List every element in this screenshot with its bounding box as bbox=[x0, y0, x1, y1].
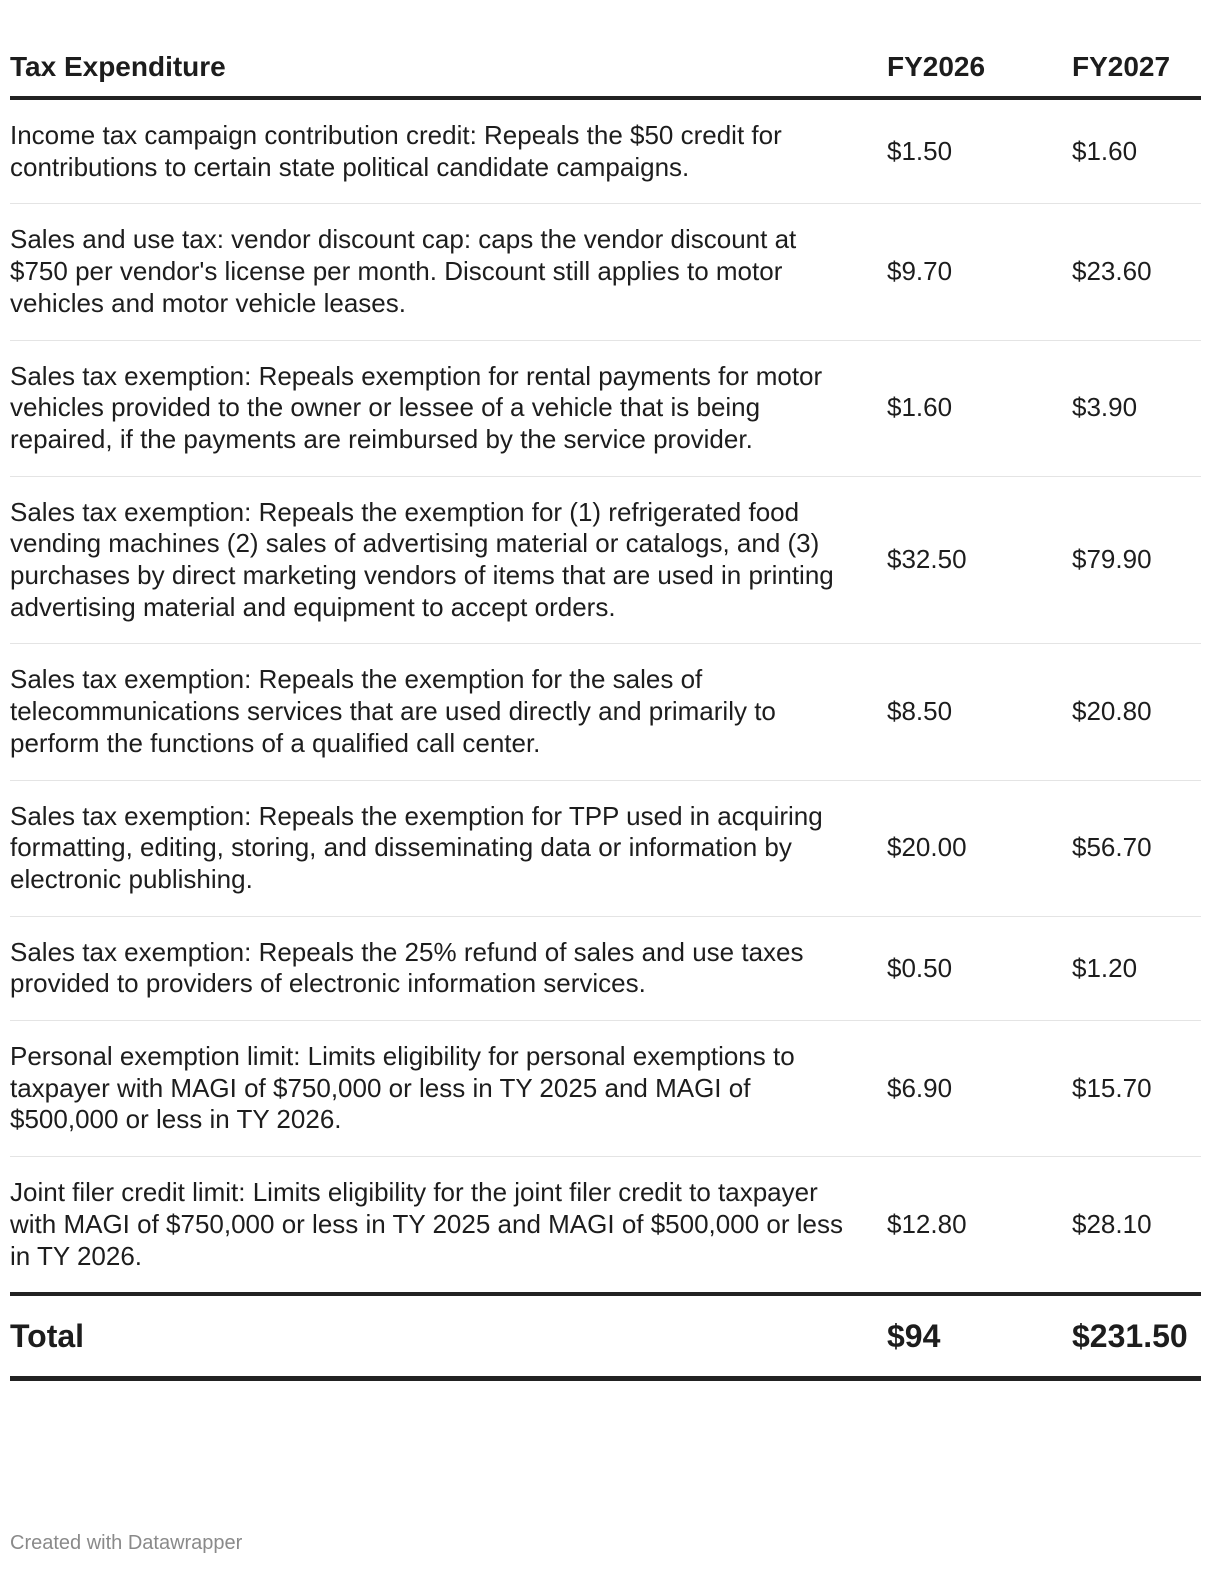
column-header-fy2027: FY2027 bbox=[1072, 38, 1201, 98]
cell-fy2027: $20.80 bbox=[1072, 644, 1201, 780]
table-header-row bbox=[10, 38, 1201, 98]
cell-fy2026: $0.50 bbox=[887, 916, 1072, 1020]
cell-fy2026: $6.90 bbox=[887, 1021, 1072, 1157]
cell-fy2027: $79.90 bbox=[1072, 476, 1201, 644]
total-label: Total bbox=[10, 1294, 887, 1379]
cell-fy2027: $1.20 bbox=[1072, 916, 1201, 1020]
cell-description: Sales tax exemption: Repeals the exemption for (1) refrigerated food vending machines (2) sales of advertising material or catalogs, and (3) purchases by direct marketing vendors of items that are used in printing advertising material and equipment to accept orders. bbox=[10, 476, 887, 644]
cell-fy2027: $3.90 bbox=[1072, 340, 1201, 476]
cell-description: Sales tax exemption: Repeals the exemption for the sales of telecommunications services that are used directly and primarily to perform the functions of a qualified call center. bbox=[10, 644, 887, 780]
table-row bbox=[10, 1021, 1201, 1157]
cell-fy2026: $8.50 bbox=[887, 644, 1072, 780]
total-row bbox=[10, 1294, 1201, 1379]
datawrapper-credit: Created with Datawrapper bbox=[10, 1532, 243, 1554]
total-fy2027: $231.50 bbox=[1072, 1294, 1201, 1379]
cell-fy2026: $1.60 bbox=[887, 340, 1072, 476]
cell-fy2026: $12.80 bbox=[887, 1157, 1072, 1295]
cell-description: Sales and use tax: vendor discount cap: caps the vendor discount at $750 per vendor's license per month. Discount still applies to motor vehicles and motor vehicle leases. bbox=[10, 204, 887, 340]
table-row bbox=[10, 98, 1201, 204]
cell-description: Income tax campaign contribution credit: Repeals the $50 credit for contributions to certain state political candidate campaigns. bbox=[10, 98, 887, 204]
cell-fy2027: $15.70 bbox=[1072, 1021, 1201, 1157]
table-row bbox=[10, 476, 1201, 644]
cell-description: Joint filer credit limit: Limits eligibility for the joint filer credit to taxpayer with MAGI of $750,000 or less in TY 2025 and MAGI of $500,000 or less in TY 2026. bbox=[10, 1157, 887, 1295]
cell-fy2026: $9.70 bbox=[887, 204, 1072, 340]
table-row bbox=[10, 204, 1201, 340]
cell-fy2026: $32.50 bbox=[887, 476, 1072, 644]
cell-description: Sales tax exemption: Repeals the 25% refund of sales and use taxes provided to providers of electronic information services. bbox=[10, 916, 887, 1020]
table-row bbox=[10, 644, 1201, 780]
table-row bbox=[10, 340, 1201, 476]
cell-description: Sales tax exemption: Repeals exemption for rental payments for motor vehicles provided to the owner or lessee of a vehicle that is being repaired, if the payments are reimbursed by the service provider. bbox=[10, 340, 887, 476]
column-header-fy2026: FY2026 bbox=[887, 38, 1072, 98]
cell-fy2026: $20.00 bbox=[887, 780, 1072, 916]
cell-description: Personal exemption limit: Limits eligibility for personal exemptions to taxpayer with MAGI of $750,000 or less in TY 2025 and MAGI of $500,000 or less in TY 2026. bbox=[10, 1021, 887, 1157]
cell-fy2027: $56.70 bbox=[1072, 780, 1201, 916]
cell-fy2027: $28.10 bbox=[1072, 1157, 1201, 1295]
cell-fy2027: $23.60 bbox=[1072, 204, 1201, 340]
cell-fy2026: $1.50 bbox=[887, 98, 1072, 204]
tax-expenditure-table bbox=[10, 38, 1201, 1381]
cell-fy2027: $1.60 bbox=[1072, 98, 1201, 204]
table-row bbox=[10, 916, 1201, 1020]
column-header-tax-expenditure: Tax Expenditure bbox=[10, 38, 887, 98]
table-row bbox=[10, 1157, 1201, 1295]
cell-description: Sales tax exemption: Repeals the exemption for TPP used in acquiring formatting, editing, storing, and disseminating data or information by electronic publishing. bbox=[10, 780, 887, 916]
total-fy2026: $94 bbox=[887, 1294, 1072, 1379]
table-row bbox=[10, 780, 1201, 916]
